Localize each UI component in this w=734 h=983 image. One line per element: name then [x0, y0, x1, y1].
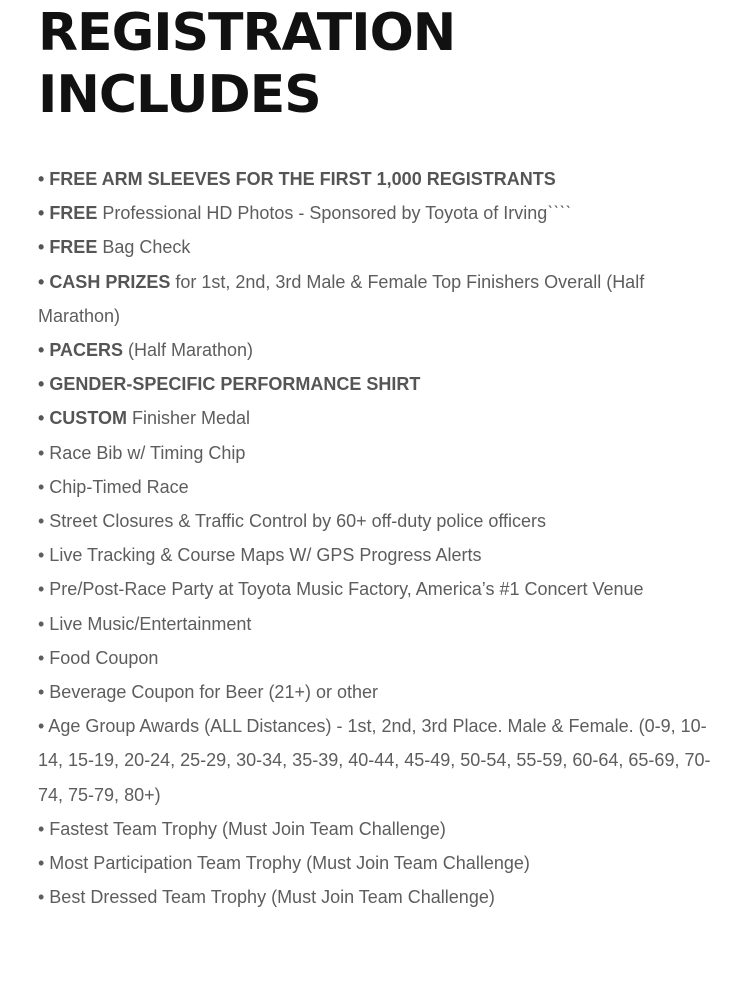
list-item: • Street Closures & Traffic Control by 60+ off-duty police officers — [38, 511, 547, 532]
list-item-highlight — [38, 272, 170, 292]
list-item-highlight — [38, 408, 127, 428]
list-item: • Best Dressed Team Trophy (Must Join Team Challenge) — [38, 887, 495, 908]
list-item-highlight-text: PACERS — [49, 340, 123, 361]
list-item: • Most Participation Team Trophy (Must Join Team Challenge) — [38, 853, 530, 874]
list-item: • Pre/Post-Race Party at Toyota Music Factory, America’s #1 Concert Venue — [38, 579, 644, 600]
list-item-highlight — [38, 203, 97, 223]
list-item — [38, 367, 718, 401]
list-item-bullet: • — [38, 271, 50, 292]
list-item-highlight-text: FREE — [49, 237, 98, 258]
list-item: • Live Music/Entertainment — [38, 613, 252, 634]
list-item — [38, 230, 718, 264]
list-item-bullet: • — [38, 374, 50, 395]
list-item — [38, 196, 718, 230]
list-item: • Food Coupon — [38, 647, 159, 668]
registration-section — [38, 0, 718, 908]
list-item: • Age Group Awards (ALL Distances) - 1st, 2nd, 3rd Place. Male & Female. (0-9, 10-14, 15-19, 20-24, 25-29, 30-34, 35-39, 40-44, 45-49, 50-54, 55-59, 60-64, 65-69, 70-74, 75-79, 80+) — [38, 716, 711, 805]
list-item: • Live Tracking & Course Maps W/ GPS Progress Alerts — [38, 545, 482, 566]
list-item-highlight — [38, 340, 123, 360]
list-item — [38, 265, 718, 333]
list-item: • Chip-Timed Race — [38, 476, 189, 497]
list-item-highlight — [38, 374, 420, 394]
list-item — [38, 401, 718, 435]
list-item-highlight: • FREE ARM SLEEVES FOR THE FIRST 1,000 REGISTRANTS — [38, 169, 556, 189]
list-item — [38, 162, 718, 196]
list-item-text: Bag Check — [97, 237, 191, 258]
page-title-line-1: REGISTRATION — [38, 3, 456, 63]
page-title-line-2: INCLUDES — [38, 65, 321, 125]
list-item-text: Finisher Medal — [126, 408, 251, 429]
list-item: • Beverage Coupon for Beer (21+) or other — [38, 682, 378, 703]
list-item — [38, 333, 718, 367]
list-item-highlight-text: FREE — [49, 203, 98, 224]
inclusions-list — [38, 162, 718, 914]
list-item-highlight-text: GENDER-SPECIFIC PERFORMANCE SHIRT — [49, 374, 421, 395]
page-title — [38, 0, 718, 126]
list-item-text: for 1st, 2nd, 3rd Male & Female Top Finishers Overall (Half Marathon) — [38, 271, 645, 326]
list-item-highlight-text: CASH PRIZES — [49, 271, 171, 292]
list-item-bullet: • — [38, 203, 50, 224]
list-item-bullet: • — [38, 340, 50, 361]
list-item-highlight-text: CUSTOM — [49, 408, 127, 429]
list-item-text: (Half Marathon) — [123, 340, 254, 361]
list-item-highlight — [38, 237, 97, 257]
list-item: • Race Bib w/ Timing Chip — [38, 442, 246, 463]
list-item-text: Professional HD Photos - Sponsored by Toyota of Irvingˋˋˋˋ — [97, 203, 572, 224]
list-item: • Fastest Team Trophy (Must Join Team Challenge) — [38, 818, 446, 839]
list-item-bullet: • — [38, 237, 50, 258]
list-item-bullet: • — [38, 408, 50, 429]
